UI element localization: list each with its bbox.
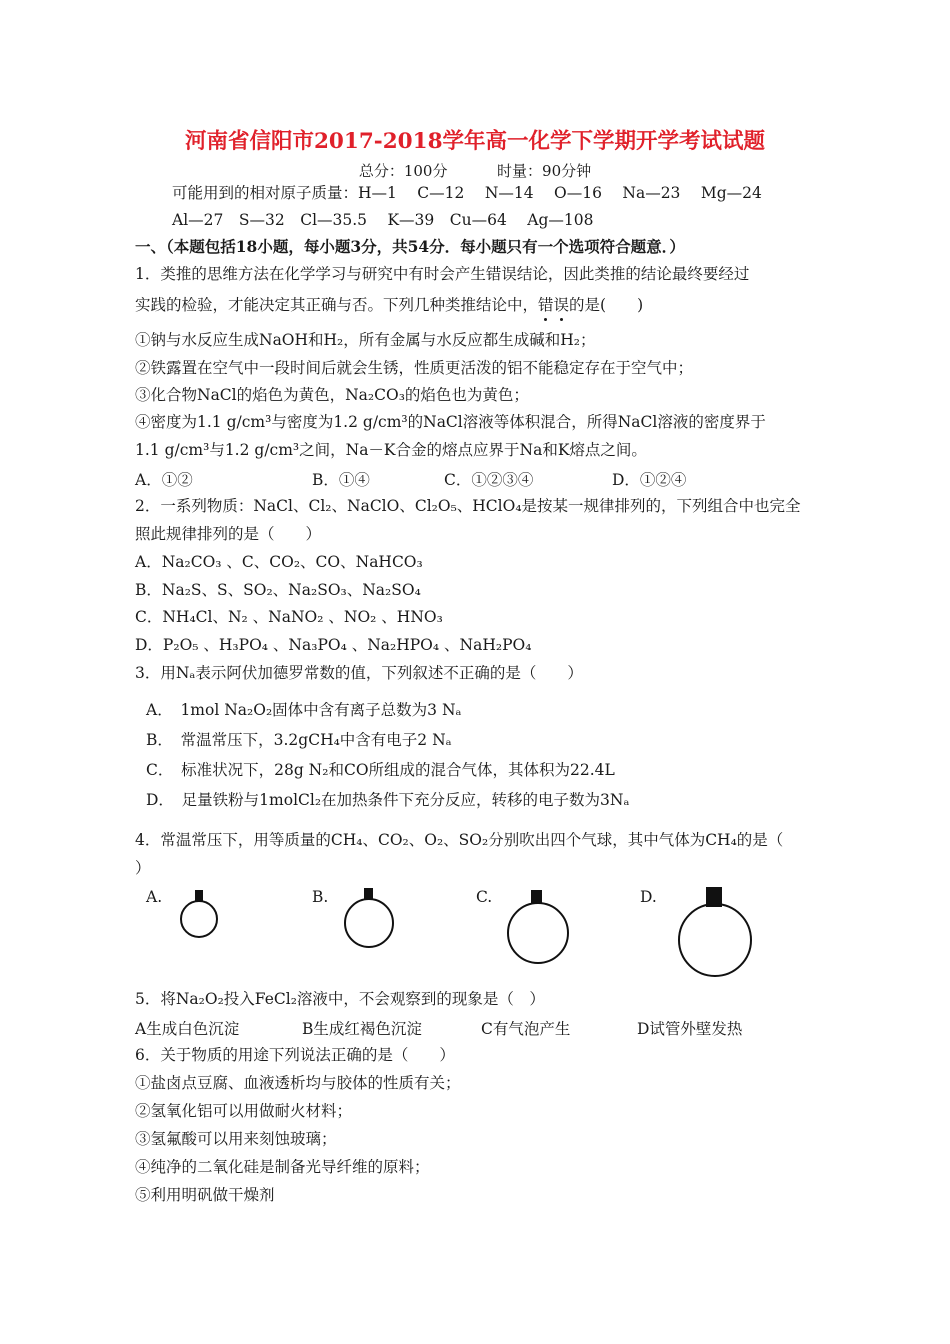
q6-statement-5: ⑤利用明矾做干燥剂 bbox=[135, 1186, 275, 1204]
q2-option-a: A．Na₂CO₃ 、C、CO₂、CO、NaHCO₃ bbox=[135, 553, 423, 571]
q1-stem-text: 实践的检验，才能决定其正确与否。下列几种类推结论中， bbox=[135, 296, 539, 314]
emphasis-dot-char: 错 bbox=[538, 296, 554, 314]
q4-option-c-label: C. bbox=[476, 888, 493, 906]
q5-option-a: A生成白色沉淀 bbox=[135, 1020, 240, 1038]
q4-stem-line2: ） bbox=[135, 859, 151, 877]
q6-statement-3: ③氢氟酸可以用来刻蚀玻璃； bbox=[135, 1130, 337, 1148]
q1-statement-1: ①钠与水反应生成NaOH和H₂，所有金属与水反应都生成碱和H₂； bbox=[135, 331, 596, 349]
q1-stem-line2 bbox=[135, 295, 643, 315]
q3-option-a: A． 1mol Na₂O₂固体中含有离子总数为3 Nₐ bbox=[146, 701, 462, 719]
q5-stem: 5．将Na₂O₂投入FeCl₂溶液中，不会观察到的现象是（ ） bbox=[135, 990, 545, 1008]
emphasis-dot-char: 误 bbox=[553, 296, 570, 314]
q2-stem-line1: 2．一系列物质：NaCl、Cl₂、NaClO、Cl₂O₅、HClO₄是按某一规律排列的，下列组合中也完全 bbox=[135, 497, 801, 515]
total-score: 总分：100分 bbox=[358, 162, 448, 180]
q4-stem-line1: 4．常温常压下，用等质量的CH₄、CO₂、O₂、SO₂分别吹出四个气球，其中气体为CH₄的是（ bbox=[135, 831, 784, 849]
exam-meta bbox=[0, 160, 950, 181]
q3-option-d: D． 足量铁粉与1molCl₂在加热条件下充分反应，转移的电子数为3Nₐ bbox=[146, 791, 630, 809]
q6-statement-2: ②氢氧化铝可以用做耐火材料； bbox=[135, 1102, 353, 1120]
q2-stem-line2: 照此规律排列的是（ ） bbox=[135, 525, 322, 543]
q6-statement-1: ①盐卤点豆腐、血液透析均与胶体的性质有关； bbox=[135, 1074, 461, 1092]
q5-option-c: C有气泡产生 bbox=[481, 1020, 571, 1038]
balloon-d-icon bbox=[678, 903, 752, 977]
q1-statement-2: ②铁露置在空气中一段时间后就会生锈，性质更活泼的铝不能稳定存在于空气中； bbox=[135, 359, 694, 377]
balloon-b-icon bbox=[344, 898, 394, 948]
q1-statement-3: ③化合物NaCl的焰色为黄色，Na₂CO₃的焰色也为黄色； bbox=[135, 386, 529, 404]
q1-option-a: A．①② bbox=[135, 471, 193, 489]
q3-stem: 3．用Nₐ表示阿伏加德罗常数的值，下列叙述不正确的是（ ） bbox=[135, 664, 583, 682]
q5-option-d: D试管外壁发热 bbox=[637, 1020, 743, 1038]
q1-option-d: D．①②④ bbox=[612, 471, 687, 489]
time-limit: 时量：90分钟 bbox=[497, 162, 592, 180]
q1-stem-line1: 1．类推的思维方法在化学学习与研究中有时会产生错误结论，因此类推的结论最终要经过 bbox=[135, 265, 750, 283]
q6-stem: 6．关于物质的用途下列说法正确的是（ ） bbox=[135, 1046, 455, 1064]
atomic-masses-line1: 可能用到的相对原子质量：H—1 C—12 N—14 O—16 Na—23 Mg—24 bbox=[172, 184, 762, 202]
balloon-c-icon bbox=[507, 902, 569, 964]
q5-option-b: B生成红褐色沉淀 bbox=[302, 1020, 422, 1038]
q2-option-c: C．NH₄Cl、N₂ 、NaNO₂ 、NO₂ 、HNO₃ bbox=[135, 608, 443, 626]
q1-statement-4: ④密度为1.1 g/cm³与密度为1.2 g/cm³的NaCl溶液等体积混合，所得NaCl溶液的密度界于 bbox=[135, 413, 766, 431]
q4-option-d-label: D. bbox=[640, 888, 657, 906]
atomic-masses-line2: Al—27 S—32 Cl—35.5 K—39 Cu—64 Ag—108 bbox=[172, 211, 594, 229]
exam-title: 河南省信阳市2017-2018学年高一化学下学期开学考试试题 bbox=[184, 129, 766, 154]
q2-option-d: D．P₂O₅ 、H₃PO₄ 、Na₃PO₄ 、Na₂HPO₄ 、NaH₂PO₄ bbox=[135, 636, 532, 654]
q2-option-b: B．Na₂S、S、SO₂、Na₂SO₃、Na₂SO₄ bbox=[135, 581, 421, 599]
section-heading: 一、（本题包括18小题，每小题3分，共54分．每小题只有一个选项符合题意．） bbox=[135, 237, 685, 256]
q3-option-b: B． 常温常压下，3.2gCH₄中含有电子2 Nₐ bbox=[146, 731, 452, 749]
q4-option-a-label: A. bbox=[146, 888, 163, 906]
q6-statement-4: ④纯净的二氧化硅是制备光导纤维的原料； bbox=[135, 1158, 430, 1176]
q1-option-b: B．①④ bbox=[312, 471, 370, 489]
q1-option-c: C．①②③④ bbox=[444, 471, 534, 489]
balloon-a-icon bbox=[180, 900, 218, 938]
q3-option-c: C． 标准状况下，28g N₂和CO所组成的混合气体，其体积为22.4L bbox=[146, 761, 615, 779]
q1-stem-tail: 的是( ) bbox=[569, 296, 644, 314]
q4-option-b-label: B. bbox=[312, 888, 329, 906]
q1-statement-5: 1.1 g/cm³与1.2 g/cm³之间，Na－K合金的熔点应界于Na和K熔点之间。 bbox=[135, 441, 647, 459]
